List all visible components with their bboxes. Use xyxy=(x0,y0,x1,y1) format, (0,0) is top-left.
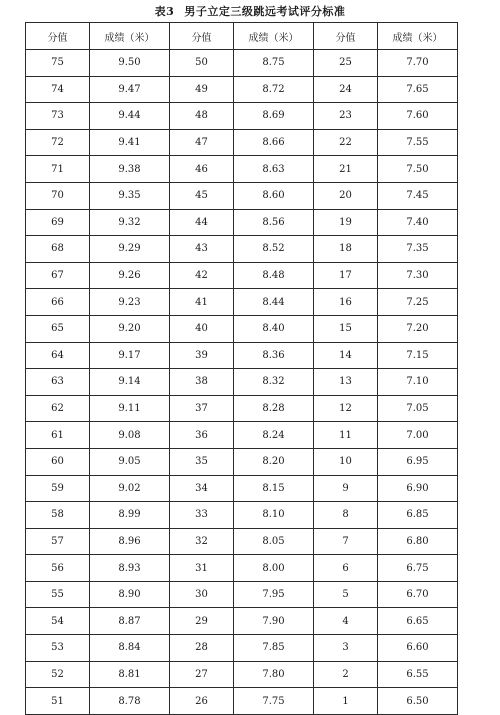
result-cell: 9.20 xyxy=(90,315,170,342)
header-result-1: 成绩（米） xyxy=(90,23,170,50)
result-cell: 6.80 xyxy=(378,528,458,555)
table-row xyxy=(26,182,458,209)
table-body xyxy=(26,50,458,715)
result-cell: 8.72 xyxy=(234,76,314,103)
table-row xyxy=(26,422,458,449)
score-cell: 44 xyxy=(170,209,234,236)
result-cell: 8.63 xyxy=(234,156,314,183)
table-title: 男子立定三级跳远考试评分标准 xyxy=(184,5,346,18)
score-cell: 65 xyxy=(26,315,90,342)
result-cell: 8.99 xyxy=(90,502,170,529)
score-cell: 30 xyxy=(170,581,234,608)
result-cell: 7.85 xyxy=(234,635,314,662)
score-cell: 6 xyxy=(314,555,378,582)
score-cell: 40 xyxy=(170,315,234,342)
table-row xyxy=(26,448,458,475)
score-cell: 61 xyxy=(26,422,90,449)
score-cell: 42 xyxy=(170,262,234,289)
score-cell: 17 xyxy=(314,262,378,289)
result-cell: 7.00 xyxy=(378,422,458,449)
score-cell: 58 xyxy=(26,502,90,529)
score-cell: 34 xyxy=(170,475,234,502)
table-row xyxy=(26,369,458,396)
result-cell: 8.24 xyxy=(234,422,314,449)
result-cell: 7.45 xyxy=(378,182,458,209)
score-cell: 48 xyxy=(170,103,234,130)
result-cell: 6.85 xyxy=(378,502,458,529)
result-cell: 8.81 xyxy=(90,661,170,688)
table-row xyxy=(26,608,458,635)
result-cell: 8.44 xyxy=(234,289,314,316)
result-cell: 9.26 xyxy=(90,262,170,289)
score-cell: 28 xyxy=(170,635,234,662)
header-row xyxy=(26,23,458,50)
result-cell: 9.14 xyxy=(90,369,170,396)
result-cell: 6.50 xyxy=(378,688,458,715)
score-cell: 32 xyxy=(170,528,234,555)
score-cell: 22 xyxy=(314,129,378,156)
score-cell: 29 xyxy=(170,608,234,635)
result-cell: 7.35 xyxy=(378,236,458,263)
result-cell: 7.25 xyxy=(378,289,458,316)
score-cell: 63 xyxy=(26,369,90,396)
score-cell: 47 xyxy=(170,129,234,156)
score-cell: 53 xyxy=(26,635,90,662)
score-cell: 71 xyxy=(26,156,90,183)
table-row xyxy=(26,156,458,183)
result-cell: 8.78 xyxy=(90,688,170,715)
score-cell: 20 xyxy=(314,182,378,209)
result-cell: 8.32 xyxy=(234,369,314,396)
score-cell: 57 xyxy=(26,528,90,555)
table-row xyxy=(26,236,458,263)
result-cell: 7.40 xyxy=(378,209,458,236)
score-cell: 54 xyxy=(26,608,90,635)
result-cell: 6.65 xyxy=(378,608,458,635)
result-cell: 8.90 xyxy=(90,581,170,608)
score-cell: 70 xyxy=(26,182,90,209)
score-cell: 18 xyxy=(314,236,378,263)
table-row xyxy=(26,262,458,289)
result-cell: 9.29 xyxy=(90,236,170,263)
table-row xyxy=(26,581,458,608)
score-cell: 50 xyxy=(170,50,234,77)
score-cell: 41 xyxy=(170,289,234,316)
score-cell: 68 xyxy=(26,236,90,263)
result-cell: 6.95 xyxy=(378,448,458,475)
result-cell: 8.36 xyxy=(234,342,314,369)
result-cell: 8.96 xyxy=(90,528,170,555)
table-row xyxy=(26,342,458,369)
score-cell: 43 xyxy=(170,236,234,263)
score-cell: 23 xyxy=(314,103,378,130)
result-cell: 7.80 xyxy=(234,661,314,688)
score-cell: 8 xyxy=(314,502,378,529)
result-cell: 7.20 xyxy=(378,315,458,342)
result-cell: 8.28 xyxy=(234,395,314,422)
score-cell: 56 xyxy=(26,555,90,582)
result-cell: 8.05 xyxy=(234,528,314,555)
header-result-2: 成绩（米） xyxy=(234,23,314,50)
table-row xyxy=(26,635,458,662)
score-cell: 49 xyxy=(170,76,234,103)
score-cell: 25 xyxy=(314,50,378,77)
result-cell: 9.38 xyxy=(90,156,170,183)
table-row xyxy=(26,688,458,715)
score-cell: 19 xyxy=(314,209,378,236)
score-cell: 9 xyxy=(314,475,378,502)
result-cell: 9.08 xyxy=(90,422,170,449)
score-cell: 39 xyxy=(170,342,234,369)
score-cell: 62 xyxy=(26,395,90,422)
score-cell: 12 xyxy=(314,395,378,422)
result-cell: 9.50 xyxy=(90,50,170,77)
table-row xyxy=(26,209,458,236)
score-cell: 24 xyxy=(314,76,378,103)
result-cell: 9.47 xyxy=(90,76,170,103)
score-cell: 46 xyxy=(170,156,234,183)
score-cell: 67 xyxy=(26,262,90,289)
table-row xyxy=(26,129,458,156)
score-cell: 69 xyxy=(26,209,90,236)
result-cell: 9.35 xyxy=(90,182,170,209)
table-row xyxy=(26,502,458,529)
score-cell: 3 xyxy=(314,635,378,662)
table-row xyxy=(26,661,458,688)
result-cell: 8.93 xyxy=(90,555,170,582)
result-cell: 9.32 xyxy=(90,209,170,236)
result-cell: 8.00 xyxy=(234,555,314,582)
score-cell: 52 xyxy=(26,661,90,688)
result-cell: 7.50 xyxy=(378,156,458,183)
header-score-3: 分值 xyxy=(314,23,378,50)
result-cell: 7.55 xyxy=(378,129,458,156)
score-cell: 26 xyxy=(170,688,234,715)
score-cell: 13 xyxy=(314,369,378,396)
score-cell: 45 xyxy=(170,182,234,209)
score-cell: 33 xyxy=(170,502,234,529)
score-cell: 16 xyxy=(314,289,378,316)
score-cell: 7 xyxy=(314,528,378,555)
score-cell: 11 xyxy=(314,422,378,449)
result-cell: 8.87 xyxy=(90,608,170,635)
result-cell: 8.75 xyxy=(234,50,314,77)
score-cell: 51 xyxy=(26,688,90,715)
table-row xyxy=(26,528,458,555)
result-cell: 9.17 xyxy=(90,342,170,369)
result-cell: 7.30 xyxy=(378,262,458,289)
score-cell: 64 xyxy=(26,342,90,369)
result-cell: 8.60 xyxy=(234,182,314,209)
score-cell: 27 xyxy=(170,661,234,688)
table-row xyxy=(26,315,458,342)
table-row xyxy=(26,555,458,582)
result-cell: 6.55 xyxy=(378,661,458,688)
header-score-2: 分值 xyxy=(170,23,234,50)
table-row xyxy=(26,76,458,103)
score-cell: 74 xyxy=(26,76,90,103)
result-cell: 9.41 xyxy=(90,129,170,156)
score-cell: 35 xyxy=(170,448,234,475)
score-cell: 75 xyxy=(26,50,90,77)
table-caption xyxy=(0,3,500,19)
result-cell: 8.66 xyxy=(234,129,314,156)
table-row xyxy=(26,50,458,77)
score-cell: 37 xyxy=(170,395,234,422)
score-cell: 59 xyxy=(26,475,90,502)
score-cell: 55 xyxy=(26,581,90,608)
result-cell: 6.75 xyxy=(378,555,458,582)
score-cell: 10 xyxy=(314,448,378,475)
result-cell: 9.44 xyxy=(90,103,170,130)
scoring-table xyxy=(25,22,458,715)
score-cell: 31 xyxy=(170,555,234,582)
result-cell: 6.70 xyxy=(378,581,458,608)
table-row xyxy=(26,475,458,502)
score-cell: 21 xyxy=(314,156,378,183)
result-cell: 8.48 xyxy=(234,262,314,289)
score-cell: 73 xyxy=(26,103,90,130)
result-cell: 7.90 xyxy=(234,608,314,635)
result-cell: 9.02 xyxy=(90,475,170,502)
score-cell: 60 xyxy=(26,448,90,475)
header-result-3: 成绩（米） xyxy=(378,23,458,50)
score-cell: 15 xyxy=(314,315,378,342)
score-cell: 14 xyxy=(314,342,378,369)
score-cell: 2 xyxy=(314,661,378,688)
result-cell: 7.75 xyxy=(234,688,314,715)
result-cell: 7.60 xyxy=(378,103,458,130)
table-row xyxy=(26,289,458,316)
result-cell: 8.56 xyxy=(234,209,314,236)
score-cell: 72 xyxy=(26,129,90,156)
score-cell: 5 xyxy=(314,581,378,608)
result-cell: 8.40 xyxy=(234,315,314,342)
score-cell: 38 xyxy=(170,369,234,396)
result-cell: 7.65 xyxy=(378,76,458,103)
header-score-1: 分值 xyxy=(26,23,90,50)
score-cell: 36 xyxy=(170,422,234,449)
result-cell: 8.20 xyxy=(234,448,314,475)
table-row xyxy=(26,103,458,130)
result-cell: 8.10 xyxy=(234,502,314,529)
score-cell: 1 xyxy=(314,688,378,715)
result-cell: 7.10 xyxy=(378,369,458,396)
result-cell: 7.70 xyxy=(378,50,458,77)
result-cell: 8.15 xyxy=(234,475,314,502)
table-number: 表3 xyxy=(154,5,175,18)
result-cell: 9.23 xyxy=(90,289,170,316)
table-row xyxy=(26,395,458,422)
score-cell: 4 xyxy=(314,608,378,635)
result-cell: 8.69 xyxy=(234,103,314,130)
result-cell: 7.95 xyxy=(234,581,314,608)
result-cell: 6.60 xyxy=(378,635,458,662)
result-cell: 9.05 xyxy=(90,448,170,475)
result-cell: 7.15 xyxy=(378,342,458,369)
result-cell: 9.11 xyxy=(90,395,170,422)
result-cell: 6.90 xyxy=(378,475,458,502)
result-cell: 8.52 xyxy=(234,236,314,263)
score-cell: 66 xyxy=(26,289,90,316)
result-cell: 8.84 xyxy=(90,635,170,662)
result-cell: 7.05 xyxy=(378,395,458,422)
